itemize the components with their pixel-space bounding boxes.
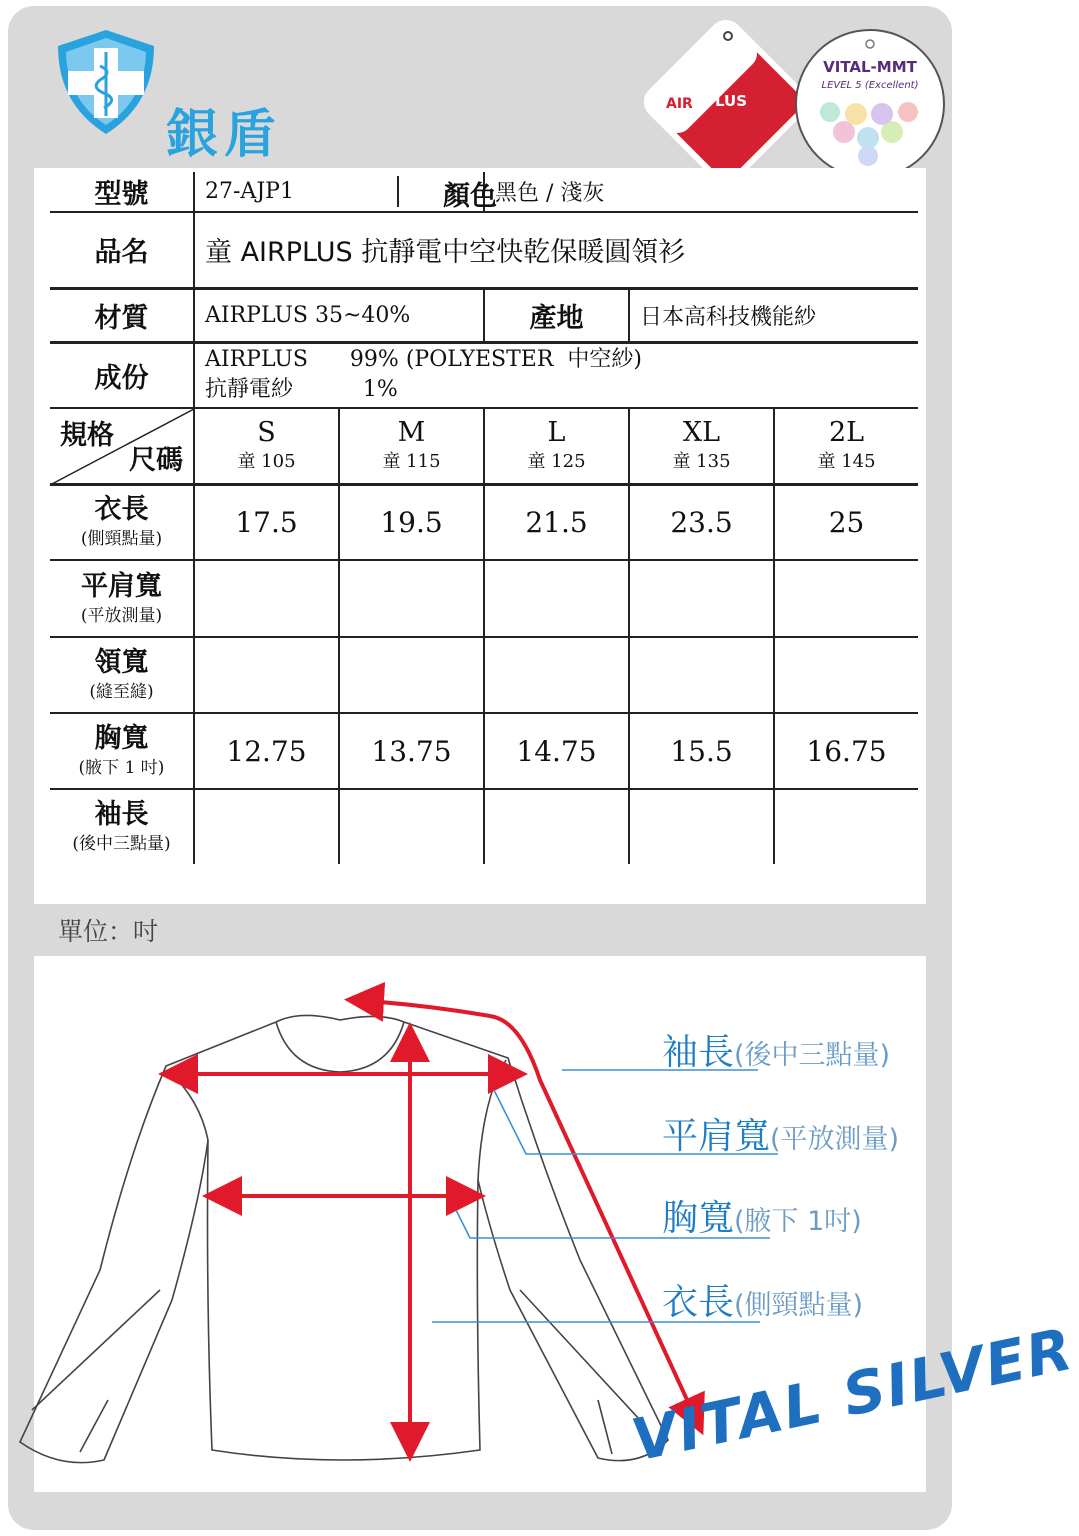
table-cell: 12.75: [194, 713, 339, 789]
size-child: 童 145: [817, 450, 876, 472]
svg-text:VITAL-MMT: VITAL-MMT: [823, 58, 917, 76]
table-cell: 17.5: [194, 484, 339, 560]
size-header-top: 規格: [60, 420, 114, 451]
svg-text:LEVEL 5 (Excellent): LEVEL 5 (Excellent): [821, 80, 919, 91]
model-label: 型號: [50, 172, 194, 212]
svg-text:PLUS: PLUS: [704, 92, 748, 110]
size-code: S: [257, 416, 276, 448]
size-code: XL: [682, 416, 721, 448]
row-label: 衣長 (側頸點量): [50, 484, 194, 560]
table-cell: 16.75: [774, 713, 918, 789]
row-label: 胸寬 (腋下 1 吋): [50, 713, 194, 789]
name-label: 品名: [50, 212, 194, 288]
legend-body-length: 衣長(側頸點量): [662, 1282, 864, 1323]
origin-label: 產地: [484, 288, 629, 342]
row-label: 袖長 (後中三點量): [72, 799, 171, 854]
size-child: 童 135: [672, 450, 731, 472]
table-cell: 19.5: [339, 484, 484, 560]
size-code: 2L: [828, 416, 865, 448]
color-value: 黑色 / 淺灰: [484, 172, 918, 212]
legend-shoulder-width: 平肩寬(平放測量): [662, 1116, 900, 1157]
composition-label: 成份: [50, 342, 194, 408]
table-cell: 13.75: [339, 713, 484, 789]
name-value: 童 AIRPLUS 抗靜電中空快乾保暖圓領衫: [194, 212, 918, 288]
legend-chest-width: 胸寬(腋下 1吋): [662, 1198, 862, 1239]
composition-line-2: 抗靜電紗 1%: [205, 377, 398, 403]
size-header-bottom: 尺碼: [129, 444, 183, 476]
size-child: 童 105: [237, 450, 296, 472]
table-cell: 21.5: [484, 484, 629, 560]
size-code: M: [397, 416, 426, 448]
brand-name: 銀盾: [166, 105, 283, 165]
table-cell: 15.5: [629, 713, 774, 789]
vital-silver-logo: VITAL SILVER: [626, 1314, 1079, 1475]
size-child: 童 115: [382, 450, 441, 472]
model-value: 27-AJP1: [205, 179, 294, 204]
row-label: 領寬 (縫至縫): [50, 637, 194, 713]
svg-text:AIR: AIR: [666, 96, 693, 112]
material-value: AIRPLUS 35~40%: [194, 288, 484, 342]
color-label: 顏色: [443, 181, 497, 212]
size-child: 童 125: [527, 450, 586, 472]
size-code: L: [547, 416, 566, 448]
table-cell: 14.75: [484, 713, 629, 789]
unit-note: 單位：吋: [58, 917, 159, 946]
material-label: 材質: [50, 288, 194, 342]
row-label: 平肩寬 (平放測量): [50, 560, 194, 637]
origin-value: 日本高科技機能紗: [629, 288, 918, 342]
legend-sleeve-length: 袖長(後中三點量): [662, 1032, 891, 1073]
table-cell: 23.5: [629, 484, 774, 560]
composition-line-1: AIRPLUS 99% (POLYESTER 中空紗): [205, 347, 642, 373]
table-cell: 25: [774, 484, 918, 560]
